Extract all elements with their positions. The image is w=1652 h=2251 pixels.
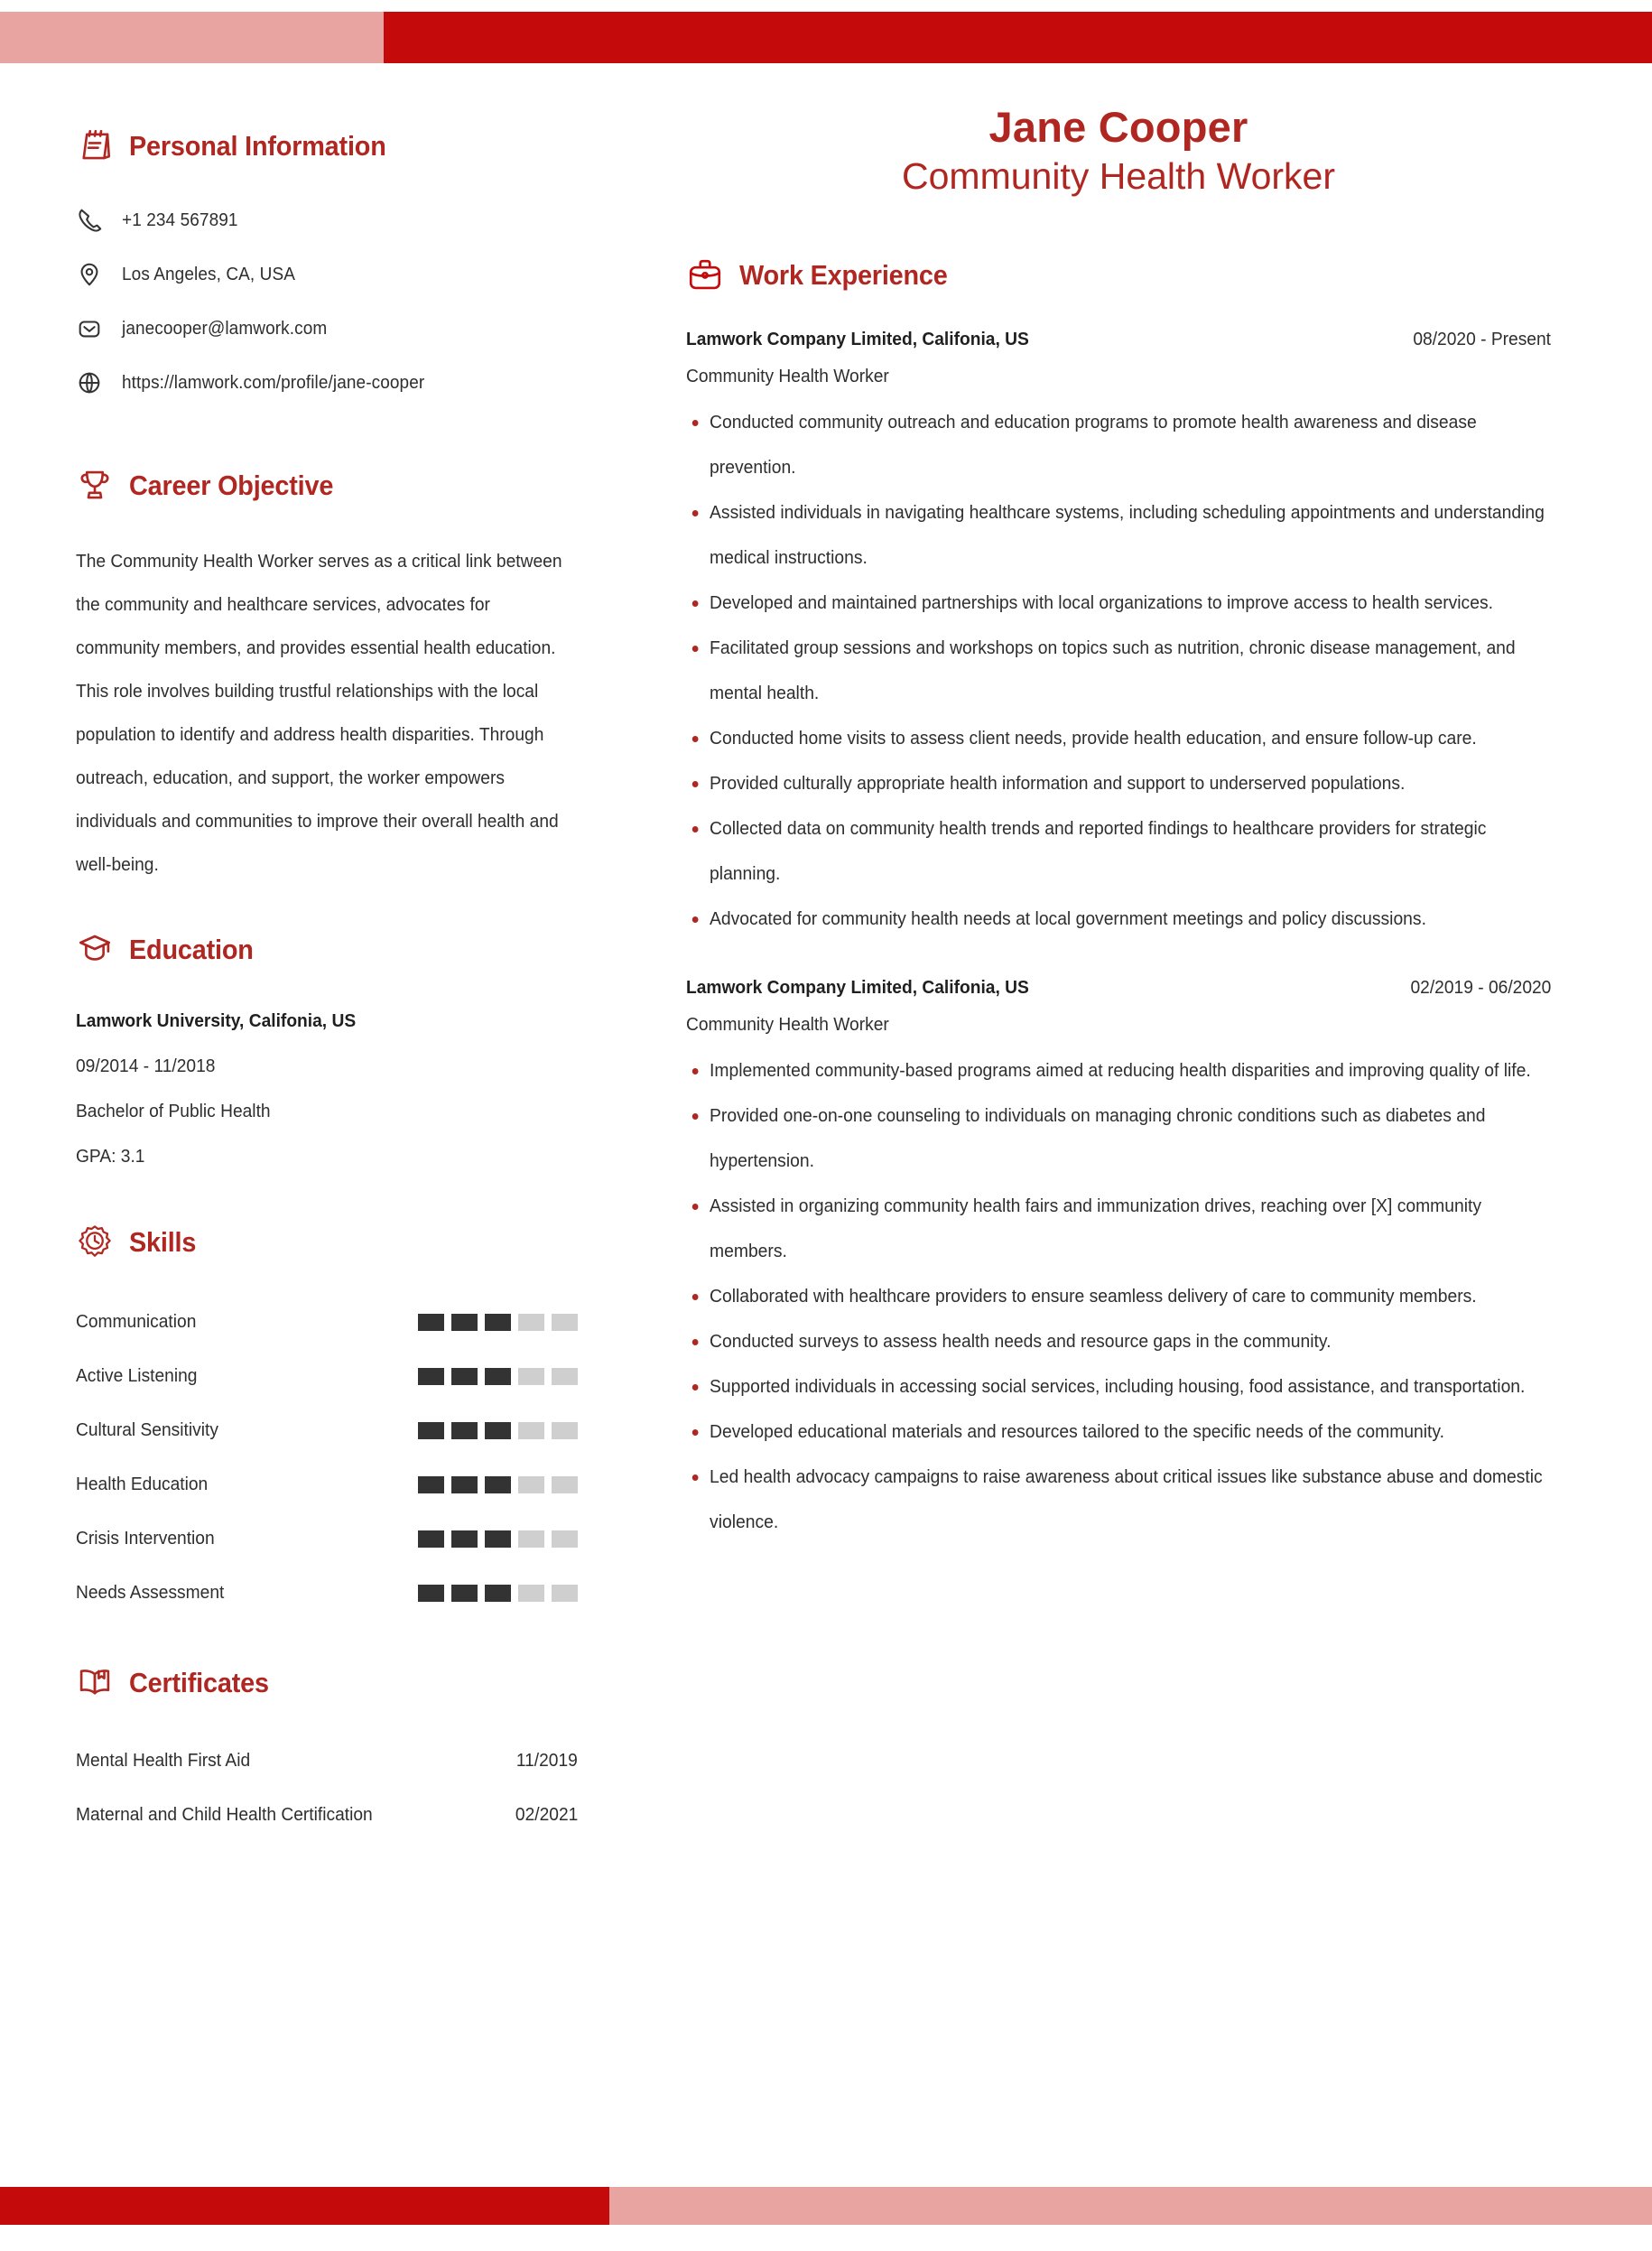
skill-row — [76, 1295, 578, 1349]
skill-rating-segment — [518, 1314, 544, 1331]
location-pin-icon — [76, 261, 103, 288]
skill-name: Crisis Intervention — [76, 1528, 215, 1549]
page-title: Jane Cooper — [988, 103, 1248, 151]
open-book-icon — [76, 1663, 114, 1701]
spacer — [76, 1620, 578, 1663]
skill-rating-meter — [418, 1368, 578, 1385]
section-header-education — [76, 930, 578, 968]
work-experience-entry — [686, 978, 1551, 1545]
work-entry-header — [686, 978, 1551, 999]
section-header-work-experience — [686, 256, 1551, 293]
skill-rating-segment — [418, 1422, 444, 1439]
bottom-bar-red-segment — [0, 2187, 609, 2225]
skill-rating-meter — [418, 1585, 578, 1602]
skill-rating-segment — [485, 1585, 511, 1602]
spacer — [76, 887, 578, 930]
resume-body — [0, 63, 1652, 2168]
section-title: Education — [129, 933, 254, 965]
skill-name: Needs Assessment — [76, 1582, 225, 1603]
work-experience-entry — [686, 330, 1551, 942]
certificate-row — [76, 1734, 578, 1788]
education-institution: Lamwork University, Califonia, US — [76, 1011, 357, 1031]
skills-list — [76, 1295, 578, 1620]
work-entry-bullet-list — [686, 400, 1551, 942]
skill-row — [76, 1403, 578, 1457]
skill-row — [76, 1566, 578, 1620]
work-entry-bullet: Collected data on community health trends and reported findings to healthcare providers for strategic planning. — [686, 806, 1550, 897]
section-title: Personal Information — [129, 129, 386, 162]
envelope-icon — [76, 315, 103, 342]
top-accent-bar — [0, 12, 1652, 63]
skill-rating-segment — [451, 1476, 478, 1493]
work-entry-header — [686, 330, 1551, 350]
skill-rating-segment — [485, 1530, 511, 1548]
skill-rating-segment — [418, 1585, 444, 1602]
main-content-column — [632, 63, 1652, 2168]
left-sidebar-column — [0, 63, 632, 2168]
notepad-icon — [76, 126, 114, 164]
education-entry — [76, 999, 578, 1179]
section-title: Certificates — [129, 1666, 269, 1698]
skill-rating-segment — [518, 1476, 544, 1493]
skill-name: Cultural Sensitivity — [76, 1419, 218, 1440]
certificate-name: Mental Health First Aid — [76, 1750, 251, 1771]
gear-clock-icon — [76, 1223, 114, 1260]
certificate-name: Maternal and Child Health Certification — [76, 1804, 373, 1825]
skill-rating-segment — [552, 1314, 578, 1331]
skill-rating-segment — [518, 1422, 544, 1439]
website-value: https://lamwork.com/profile/jane-cooper — [122, 372, 425, 393]
work-entry-bullet: Implemented community-based programs aimed at reducing health disparities and improving quality of life. — [686, 1048, 1550, 1093]
certificate-date: 11/2019 — [516, 1750, 578, 1771]
skill-rating-segment — [518, 1585, 544, 1602]
contact-row-location[interactable] — [76, 247, 578, 302]
work-entry-bullet: Conducted home visits to assess client needs, provide health education, and ensure follow-up care. — [686, 716, 1550, 761]
work-entry-bullet: Assisted in organizing community health fairs and immunization drives, reaching over [X] community members. — [686, 1184, 1550, 1274]
work-entry-bullet: Supported individuals in accessing social services, including housing, food assistance, and transportation. — [686, 1364, 1550, 1409]
skill-rating-segment — [518, 1368, 544, 1385]
skill-rating-meter — [418, 1422, 578, 1439]
bottom-accent-bar — [0, 2187, 1652, 2225]
section-header-skills — [76, 1223, 578, 1260]
skill-rating-segment — [552, 1530, 578, 1548]
work-entry-bullet: Assisted individuals in navigating healthcare systems, including scheduling appointments and understanding medical instructions. — [686, 490, 1550, 581]
work-experience-list — [686, 330, 1551, 1545]
contact-row-website[interactable] — [76, 356, 578, 410]
email-value: janecooper@lamwork.com — [122, 318, 328, 339]
skill-name: Active Listening — [76, 1365, 198, 1386]
skill-rating-meter — [418, 1314, 578, 1331]
top-bar-red-segment — [384, 12, 1652, 63]
certificates-list — [76, 1734, 578, 1842]
work-entry-bullet: Developed educational materials and resources tailored to the specific needs of the community. — [686, 1409, 1550, 1455]
section-title: Skills — [129, 1225, 197, 1258]
certificate-date: 02/2021 — [515, 1804, 578, 1825]
skill-rating-segment — [552, 1368, 578, 1385]
resume-header — [686, 103, 1551, 200]
spacer — [76, 1179, 578, 1223]
bottom-bar-pink-segment — [609, 2187, 1652, 2225]
section-header-career-objective — [76, 466, 578, 504]
education-degree: Bachelor of Public Health — [76, 1102, 271, 1121]
work-entry-bullet: Advocated for community health needs at local government meetings and policy discussions. — [686, 897, 1550, 942]
graduation-cap-icon — [76, 930, 114, 968]
work-entry-role: Community Health Worker — [686, 1015, 889, 1036]
section-title: Career Objective — [129, 469, 334, 501]
work-entry-bullet: Led health advocacy campaigns to raise awareness about critical issues like substance abuse and domestic violence. — [686, 1455, 1550, 1545]
skill-rating-segment — [485, 1368, 511, 1385]
skill-rating-segment — [451, 1585, 478, 1602]
skill-rating-segment — [418, 1368, 444, 1385]
career-objective-text: The Community Health Worker serves as a critical link between the community and healthcare services, advocates for community members, and provides essential health education. This role involves building trustful relationships with the local population to identify and address health disparities. Through outreach, education, and support, the worker empowers individuals and communities to improve their overall health and well-being. — [76, 552, 562, 875]
work-entry-bullet: Provided culturally appropriate health information and support to underserved populations. — [686, 761, 1550, 806]
skill-name: Health Education — [76, 1474, 209, 1494]
skill-name: Communication — [76, 1311, 197, 1332]
skill-rating-segment — [418, 1314, 444, 1331]
skill-row — [76, 1349, 578, 1403]
skill-rating-segment — [552, 1585, 578, 1602]
skill-rating-segment — [485, 1476, 511, 1493]
work-entry-bullet: Developed and maintained partnerships with local organizations to improve access to health services. — [686, 581, 1550, 626]
work-entry-bullet: Provided one-on-one counseling to individuals on managing chronic conditions such as diabetes and hypertension. — [686, 1093, 1550, 1184]
skill-rating-segment — [418, 1530, 444, 1548]
skill-rating-segment — [552, 1422, 578, 1439]
location-value: Los Angeles, CA, USA — [122, 264, 296, 284]
phone-value: +1 234 567891 — [122, 209, 238, 230]
work-entry-dates: 02/2019 - 06/2020 — [1410, 978, 1551, 999]
section-header-certificates — [76, 1663, 578, 1701]
globe-icon — [76, 369, 103, 396]
work-entry-bullet: Facilitated group sessions and workshops on topics such as nutrition, chronic disease management, and mental health. — [686, 626, 1550, 716]
work-entry-role: Community Health Worker — [686, 367, 889, 387]
section-title: Work Experience — [739, 258, 948, 291]
contact-list — [76, 193, 578, 410]
work-entry-bullet: Collaborated with healthcare providers to ensure seamless delivery of care to community members. — [686, 1274, 1550, 1319]
skill-rating-segment — [451, 1368, 478, 1385]
top-bar-pink-segment — [0, 12, 384, 63]
section-header-personal-information — [76, 126, 578, 164]
skill-rating-segment — [418, 1476, 444, 1493]
work-entry-company: Lamwork Company Limited, Califonia, US — [686, 330, 1029, 350]
education-gpa: GPA: 3.1 — [76, 1147, 145, 1167]
skill-rating-segment — [485, 1314, 511, 1331]
header-job-title: Community Health Worker — [902, 155, 1335, 198]
skill-row — [76, 1512, 578, 1566]
skill-rating-segment — [451, 1314, 478, 1331]
work-entry-dates: 08/2020 - Present — [1413, 330, 1551, 350]
skill-rating-segment — [552, 1476, 578, 1493]
contact-row-email[interactable] — [76, 302, 578, 356]
work-entry-bullet: Conducted surveys to assess health needs and resource gaps in the community. — [686, 1319, 1550, 1364]
trophy-icon — [76, 466, 114, 504]
work-experience-section — [686, 256, 1551, 1545]
skill-row — [76, 1457, 578, 1512]
skill-rating-segment — [518, 1530, 544, 1548]
education-dates: 09/2014 - 11/2018 — [76, 1056, 216, 1076]
contact-row-phone[interactable] — [76, 193, 578, 247]
skill-rating-meter — [418, 1530, 578, 1548]
skill-rating-meter — [418, 1476, 578, 1493]
work-entry-company: Lamwork Company Limited, Califonia, US — [686, 978, 1029, 999]
skill-rating-segment — [451, 1530, 478, 1548]
skill-rating-segment — [451, 1422, 478, 1439]
phone-icon — [76, 207, 103, 234]
certificate-row — [76, 1788, 578, 1842]
work-entry-bullet-list — [686, 1048, 1551, 1545]
work-entry-bullet: Conducted community outreach and education programs to promote health awareness and disease prevention. — [686, 400, 1550, 490]
briefcase-icon — [686, 256, 724, 293]
skill-rating-segment — [485, 1422, 511, 1439]
spacer — [76, 410, 578, 466]
